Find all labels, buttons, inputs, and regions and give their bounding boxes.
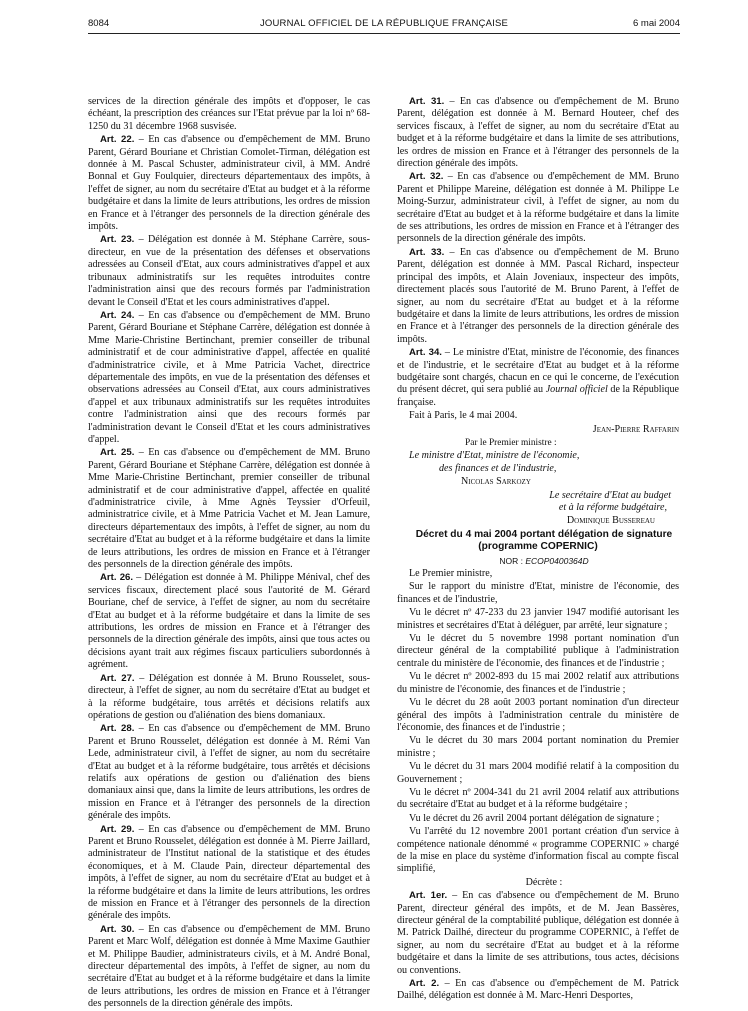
visa-line: Vu le décret du 5 novembre 1998 portant nomination d'un directeur général de la comptabilité publique à l'administration centrale du ministère de l'économie, des finances et de l'industrie ; bbox=[397, 633, 679, 669]
article-text: – Délégation est donnée à M. Philippe Ménival, chef des services fiscaux, directement placé sous l'autorité de M. Gérard Bouriane, chef de service, à l'effet de signer, au nom du secrétaire d'Etat au budget et à la réforme budgétaire et dans la limite de ses attributions, les ordres de mission en France et à l'étranger des personnels de la direction générale des impôts, ainsi que tous actes ou décisions ayant trait aux régimes fiscaux particuliers subordonnés à agrément. bbox=[88, 572, 370, 671]
signature-secretary-name: Dominique Bussereau bbox=[566, 515, 655, 527]
article-text: – En cas d'absence ou d'empêchement de M. Bruno Parent, délégation est donnée à MM. Pascal Richard, inspecteur principal des impôts, et Alain Joveniaux, inspecteur des impôts, directement placés sous l'autorité de M. Bruno Parent, à l'effet de signer, au nom du secrétaire d'Etat au budget et à la réforme budgétaire et dans la limite de leurs attributions, les ordres de mission en France et à l'étranger des personnels de la direction générale des impôts. bbox=[397, 246, 679, 345]
visa-line: Vu le décret du 30 mars 2004 portant nomination du Premier ministre ; bbox=[397, 735, 679, 759]
decrete-heading: Décrète : bbox=[525, 876, 563, 888]
article-label: Art. 30. bbox=[100, 923, 135, 935]
signature-secretary-title bbox=[397, 490, 679, 515]
signature-minister-title bbox=[397, 450, 679, 475]
issue-date: 6 mai 2004 bbox=[632, 18, 680, 29]
journal-title: JOURNAL OFFICIEL DE LA RÉPUBLIQUE FRANÇAISE bbox=[259, 18, 509, 29]
article bbox=[397, 978, 679, 1003]
paragraph: services de la direction générale des impôts et d'opposer, le cas échéant, la prescription des créances sur l'Etat prévue par la loi nº 68-1250 du 31 décembre 1968 susvisée. bbox=[88, 96, 370, 132]
decree-articles bbox=[397, 890, 679, 1003]
article-text: – En cas d'absence ou d'empêchement de M. Bruno Parent, délégation est donnée à M. Bernard Houteer, chef des services fiscaux, à l'effet de signer, au nom du secrétaire d'Etat au budget et à la réforme budgétaire et dans la limite de ses attributions, les ordres de mission en France et à l'étranger des personnels de la direction générale des impôts. bbox=[397, 96, 679, 170]
article-text: – En cas d'absence ou d'empêchement de MM. Bruno Parent, Gérard Bouriane et Stéphane Carrère, délégation est donnée à Mme Marie-Christine Bertinchant, premier conseiller de tribunal administratif et de cour administrative d'appel, affectée en qualité d'administratrice civile, à Mme Agnès Teyssier d'Orfeuil, administratrice civile, et à Mme Patricia Vachet et M. Jean Lamure, directeurs départementaux des impôts, à l'effet de signer, au nom du secrétaire d'Etat au budget et à la réforme budgétaire et dans la limite de leurs attributions, les ordres de mission en France et à l'étranger des personnels de la direction générale des impôts. bbox=[88, 447, 370, 571]
visa-line: Vu le décret du 26 avril 2004 portant délégation de signature ; bbox=[409, 812, 660, 824]
article-label: Art. 2. bbox=[409, 978, 440, 990]
article bbox=[88, 723, 370, 822]
article-text: – Délégation est donnée à M. Bruno Rousselet, sous-directeur, à l'effet de signer, au nom du secrétaire d'Etat au budget et à la réforme budgétaire, tous arrêtés et décisions relatifs aux opérations de gestion ou d'aliénation des biens domaniaux. bbox=[88, 672, 370, 721]
visa-line: Vu le décret nº 47-233 du 23 janvier 1947 modifié autorisant les ministres et secrétaires d'Etat à déléguer, par arrêté, leur signature ; bbox=[397, 607, 679, 631]
article bbox=[397, 171, 679, 245]
visa-line: Vu le décret nº 2004-341 du 21 avril 2004 relatif aux attributions du secrétaire d'Etat au budget et à la réforme budgétaire ; bbox=[397, 786, 679, 811]
article-text: – Le ministre d'Etat, ministre de l'économie, des finances et de l'industrie, et le secrétaire d'Etat au budget et à la réforme budgétaire sont chargés, chacun en ce qui le concerne, de l'exécution du présent décret, qui sera publié au bbox=[397, 347, 679, 396]
article-text: – En cas d'absence ou d'empêchement de MM. Bruno Parent et Bruno Rousselet, délégation est donnée à M. Pierre Jaillard, administrateur de l'Institut national de la statistique et des études économiques, et à M. Claude Pain, directeur départemental des impôts, à l'effet de signer, au nom du secrétaire d'Etat au budget et à la réforme budgétaire et dans la limite de leurs attributions, les ordres de mission en France et à l'étranger des personnels de la direction générale des impôts. bbox=[88, 823, 370, 922]
article-34 bbox=[397, 347, 679, 409]
left-column bbox=[88, 96, 370, 1010]
article-label: Art. 34. bbox=[409, 347, 442, 359]
article-label: Art. 32. bbox=[409, 171, 444, 183]
article-label: Art. 33. bbox=[409, 246, 445, 258]
article-text: – En cas d'absence ou d'empêchement de MM. Bruno Parent et Marc Wolf, délégation est donnée à Mme Maxime Gauthier et M. Philippe Baudier, administrateurs civils, et à M. André Bonal, directeur départemental des impôts, à l'effet de signer, au nom du secrétaire d'Etat au budget et à la réforme budgétaire et dans la limite de leurs attributions, les ordres de mission en France et à l'étranger des personnels de la direction générale des impôts. bbox=[88, 923, 370, 1010]
article-label: Art. 24. bbox=[100, 309, 135, 321]
article bbox=[397, 96, 679, 170]
article bbox=[88, 572, 370, 671]
signature-prime-minister: Jean-Pierre Raffarin bbox=[592, 423, 679, 435]
article-label: Art. 1er. bbox=[409, 890, 448, 902]
page-number: 8084 bbox=[88, 18, 110, 29]
article-label: Art. 29. bbox=[100, 823, 135, 835]
article-text: – En cas d'absence ou d'empêchement de MM. Bruno Parent, Gérard Bouriane et Stéphane Carrère, délégation est donnée à Mme Marie-Christine Bertinchant, premier conseiller de tribunal administratif et de cour administrative d'appel, affectée en qualité d'administratrice civile, et à Mme Patricia Vachet, directrice départementale des impôts, en vue de la présentation des défenses et observations adressées au Conseil d'Etat, aux cours administratives d'appel et aux tribunaux administratifs sur les requêtes introduites contre l'administration ainsi que des recours formés par l'administration devant le Conseil d'Etat et les cours administratives d'appel. bbox=[88, 309, 370, 445]
right-column bbox=[397, 96, 680, 1002]
article bbox=[397, 247, 679, 346]
article-text: – En cas d'absence ou d'empêchement de M. Bruno Parent, directeur général des impôts, et de M. Jean Bassères, directeur général de la comptabilité publique, délégation est donnée à M. Patrick Dailhé, directeur du programme COPERNIC, à l'effet de signer, au nom du secrétaire d'Etat au budget et à la réforme budgétaire et dans la limite de ses attributions, tous actes, décisions ou conventions. bbox=[397, 890, 680, 976]
article-label: Art. 23. bbox=[100, 234, 135, 246]
article bbox=[88, 134, 370, 233]
visa-line: Vu l'arrêté du 12 novembre 2001 portant création d'un service à compétence nationale dénommé « programme COPERNIC » chargé de la mise en place du système d'information fiscal au compte fiscal simplifié, bbox=[397, 826, 679, 875]
article-text-end: de la République française. bbox=[397, 384, 679, 408]
signature-minister-name: Nicolas Sarkozy bbox=[461, 476, 531, 488]
nor-label: NOR : bbox=[499, 555, 526, 566]
signature-intro: Par le Premier ministre : bbox=[465, 437, 557, 448]
journal-name: Journal officiel bbox=[545, 384, 608, 396]
place-date: Fait à Paris, le 4 mai 2004. bbox=[409, 410, 518, 422]
article-label: Art. 25. bbox=[100, 447, 135, 459]
visa-line: Vu le décret du 31 mars 2004 modifié relatif à la composition du Gouvernement ; bbox=[397, 761, 679, 785]
article-label: Art. 27. bbox=[100, 672, 135, 684]
article bbox=[88, 824, 370, 923]
decree-visas bbox=[397, 581, 679, 875]
article-text: – Délégation est donnée à M. Stéphane Carrère, sous-directeur, en vue de la présentation des défenses et observations adressées au Conseil d'Etat, aux cours administratives d'appel et aux tribunaux administratifs sur les requêtes introduites contre l'administration ainsi que des recours formés par l'administration devant le Conseil d'Etat et les cours administratives d'appel. bbox=[88, 234, 370, 308]
article-text: – En cas d'absence ou d'empêchement de MM. Bruno Parent, Gérard Bouriane et Christian Comolet-Tirman, délégation est donnée à M. Pascal Schuster, administrateur civil, à MM. André Bonnal et Guy Foulquier, directeurs départementaux des impôts, à l'effet de signer, au nom du secrétaire d'Etat au budget et à la réforme budgétaire et dans la limite de leurs attributions, les ordres de mission en France et à l'étranger des personnels de la direction générale des impôts. bbox=[88, 134, 370, 233]
article bbox=[88, 310, 370, 446]
visa-line: Sur le rapport du ministre d'Etat, ministre de l'économie, des finances et de l'industrie, bbox=[397, 581, 679, 605]
secretary-title-line1: Le secrétaire d'Etat au budget bbox=[549, 489, 671, 501]
header-rule bbox=[88, 33, 680, 34]
article bbox=[88, 234, 370, 308]
article bbox=[88, 447, 370, 571]
article-text: – En cas d'absence ou d'empêchement de M. Patrick Dailhé, délégation est donnée à M. Marc-Henri Desportes, bbox=[397, 978, 679, 1002]
visa-line: Vu le décret du 28 août 2003 portant nomination d'un directeur général des impôts à l'administration centrale du ministère de l'économie, des finances et de l'industrie ; bbox=[397, 697, 679, 733]
article-label: Art. 26. bbox=[100, 572, 134, 584]
page-header bbox=[88, 17, 680, 31]
article-label: Art. 22. bbox=[100, 134, 135, 146]
nor-code: ECOP0400364D bbox=[525, 555, 589, 566]
article-text: – En cas d'absence ou d'empêchement de MM. Bruno Parent et Bruno Rousselet, délégation est donnée à M. Rémi Van Lede, administrateur civil, à l'effet de signer, au nom du secrétaire d'Etat au budget et à la réforme budgétaire, tous arrêtés et décisions relatifs aux opérations de gestion ou d'aliénation des biens domaniaux ainsi que, dans la limite de leurs attributions, les ordres de mission en France et à l'étranger des personnels de la direction générale des impôts. bbox=[88, 723, 370, 822]
articles-31-33 bbox=[397, 96, 679, 346]
article bbox=[397, 890, 679, 977]
decree-opening: Le Premier ministre, bbox=[409, 568, 493, 580]
visa-line: Vu le décret nº 2002-893 du 15 mai 2002 relatif aux attributions du ministre de l'économie, des finances et de l'industrie ; bbox=[397, 671, 679, 695]
minister-title-line2: des finances et de l'industrie, bbox=[439, 462, 557, 474]
decree-title: Décret du 4 mai 2004 portant délégation de signature (programme COPERNIC) bbox=[415, 528, 673, 553]
secretary-title-line2: et à la réforme budgétaire, bbox=[558, 502, 667, 513]
article-label: Art. 31. bbox=[409, 96, 445, 107]
article-label: Art. 28. bbox=[100, 723, 135, 735]
article bbox=[88, 673, 370, 723]
nor-reference bbox=[397, 555, 679, 567]
article-text: – En cas d'absence ou d'empêchement de MM. Bruno Parent et Philippe Mareine, délégation est donnée à M. Philippe Le Moing-Surzur, administrateur civil, à l'effet de signer, au nom du secrétaire d'Etat au budget et à la réforme budgétaire et dans la limite de ses attributions, les ordres de mission en France et à l'étranger des personnels de la direction générale des impôts. bbox=[397, 171, 679, 245]
article bbox=[88, 924, 370, 1011]
minister-title-line1: Le ministre d'Etat, ministre de l'économie, bbox=[409, 450, 580, 462]
